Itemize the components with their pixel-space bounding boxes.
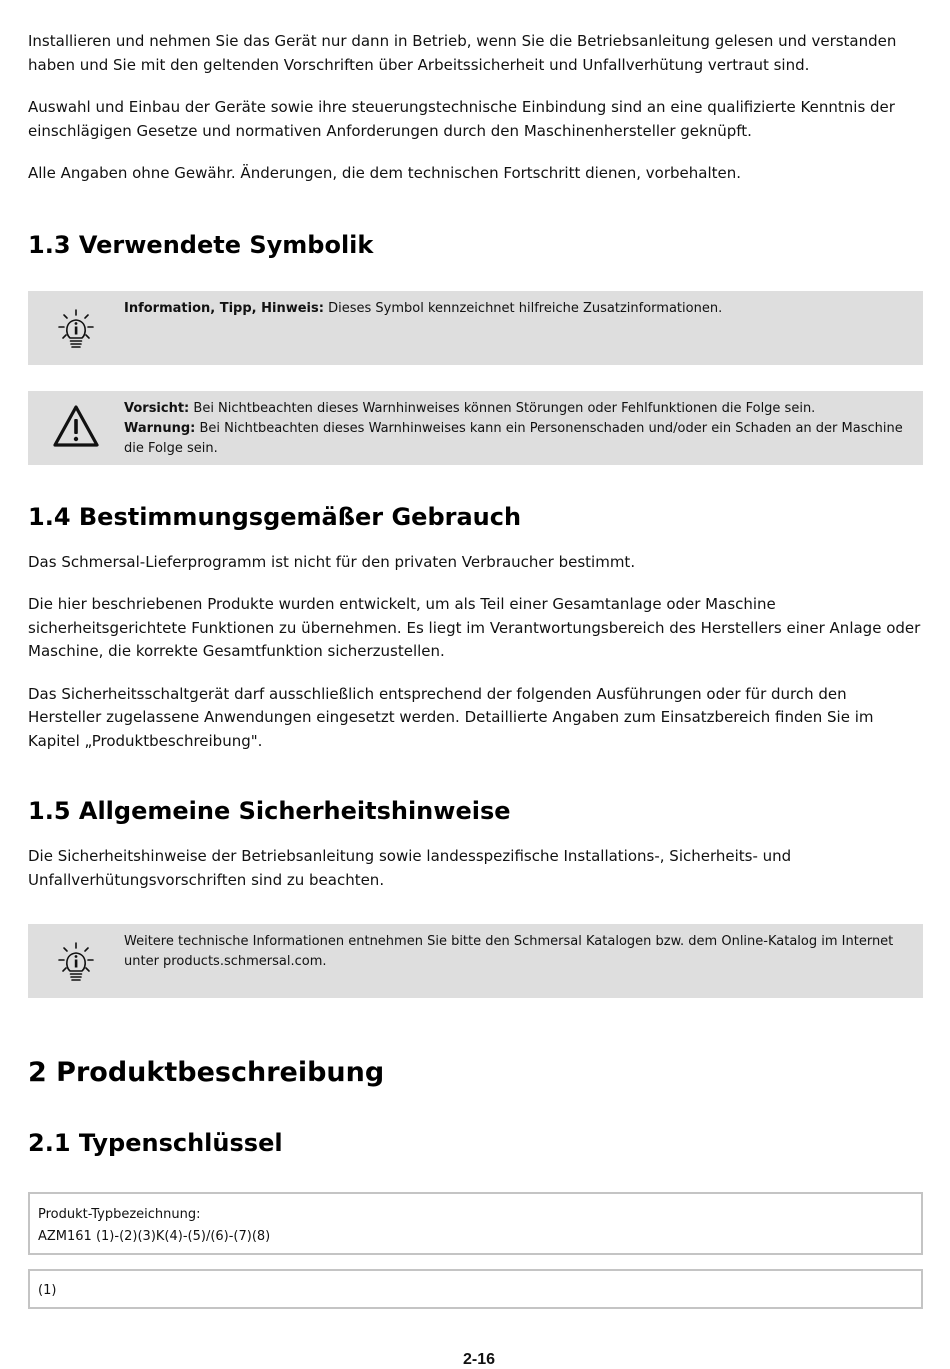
warning-box (28, 391, 923, 465)
intro-paragraph-1: Installieren und nehmen Sie das Gerät nur dann in Betrieb, wenn Sie die Betriebsanleitung gelesen und verstanden haben und Sie mit den geltenden Vorschriften über Arbeitssicherheit und Unfallverhütung vertraut sind. (28, 32, 897, 74)
page-number: 2-16 (462, 1351, 496, 1368)
warning-triangle-icon (52, 404, 100, 448)
type-option-box (28, 1269, 923, 1309)
type-option-1: (1) (38, 1283, 57, 1298)
intro-paragraph-3: Alle Angaben ohne Gewähr. Änderungen, die dem technischen Fortschritt dienen, vorbehalten. (28, 164, 742, 182)
type-designation-box (28, 1192, 923, 1255)
caution-label: Vorsicht: (124, 400, 190, 416)
section-heading-1-4: 1.4 Bestimmungsgemäßer Gebrauch (28, 502, 522, 531)
section-1-4-paragraph-3: Das Sicherheitsschaltgerät darf ausschließlich entsprechend der folgenden Ausführungen oder für durch den Hersteller zugelassene Anwendungen eingesetzt werden. Detaillierte Angaben zum Einsatzbereich finden Sie im Kapitel „Produktbeschreibung". (28, 684, 874, 750)
caution-text: Bei Nichtbeachten dieses Warnhinweises können Störungen oder Fehlfunktionen die Folge sein. (189, 400, 816, 416)
info-text: Dieses Symbol kennzeichnet hilfreiche Zusatzinformationen. (323, 300, 723, 316)
info-label: Information, Tipp, Hinweis: (124, 300, 324, 316)
section-heading-2-1: 2.1 Typenschlüssel (28, 1129, 283, 1157)
info-box-text (124, 291, 730, 319)
intro-paragraph-2: Auswahl und Einbau der Geräte sowie ihre steuerungstechnische Einbindung sind an eine qualifizierte Kenntnis der einschlägigen Gesetze und normativen Anforderungen durch den Maschinenhersteller geknüpft. (28, 98, 895, 140)
lightbulb-icon (56, 308, 96, 350)
info-box (28, 291, 923, 365)
info-box-catalog (28, 924, 923, 998)
section-1-5-paragraph-1: Die Sicherheitshinweise der Betriebsanleitung sowie landesspezifische Installations-, Sicherheits- und Unfallverhütungsvorschriften sind zu beachten. (28, 847, 792, 889)
section-heading-1-3: 1.3 Verwendete Symbolik (28, 230, 374, 259)
warning-box-text (124, 391, 923, 459)
lightbulb-icon (56, 941, 96, 983)
type-designation-code: AZM161 (1)-(2)(3)K(4)-(5)/(6)-(7)(8) (38, 1229, 271, 1244)
catalog-info-text: Weitere technische Informationen entnehmen Sie bitte den Schmersal Katalogen bzw. dem Online-Katalog im Internet unter products.schmersal.com. (124, 934, 894, 969)
warning-label: Warnung: (124, 420, 196, 436)
chapter-heading-2: 2 Produktbeschreibung (28, 1057, 385, 1088)
document-page (28, 30, 923, 1309)
section-1-4-paragraph-2: Die hier beschriebenen Produkte wurden entwickelt, um als Teil einer Gesamtanlage oder Maschine sicherheitsgerichtete Funktionen zu übernehmen. Es liegt im Verantwortungsbereich des Herstellers einer Anlage oder Maschine, die korrekte Gesamtfunktion sicherzustellen. (28, 595, 921, 660)
section-heading-1-5: 1.5 Allgemeine Sicherheitshinweise (28, 797, 511, 825)
section-1-4-paragraph-1: Das Schmersal-Lieferprogramm ist nicht für den privaten Verbraucher bestimmt. (28, 552, 636, 571)
warning-text: Bei Nichtbeachten dieses Warnhinweises kann ein Personenschaden und/oder ein Schaden an der Maschine die Folge sein. (124, 420, 903, 456)
type-designation-label: Produkt-Typbezeichnung: (38, 1207, 201, 1222)
